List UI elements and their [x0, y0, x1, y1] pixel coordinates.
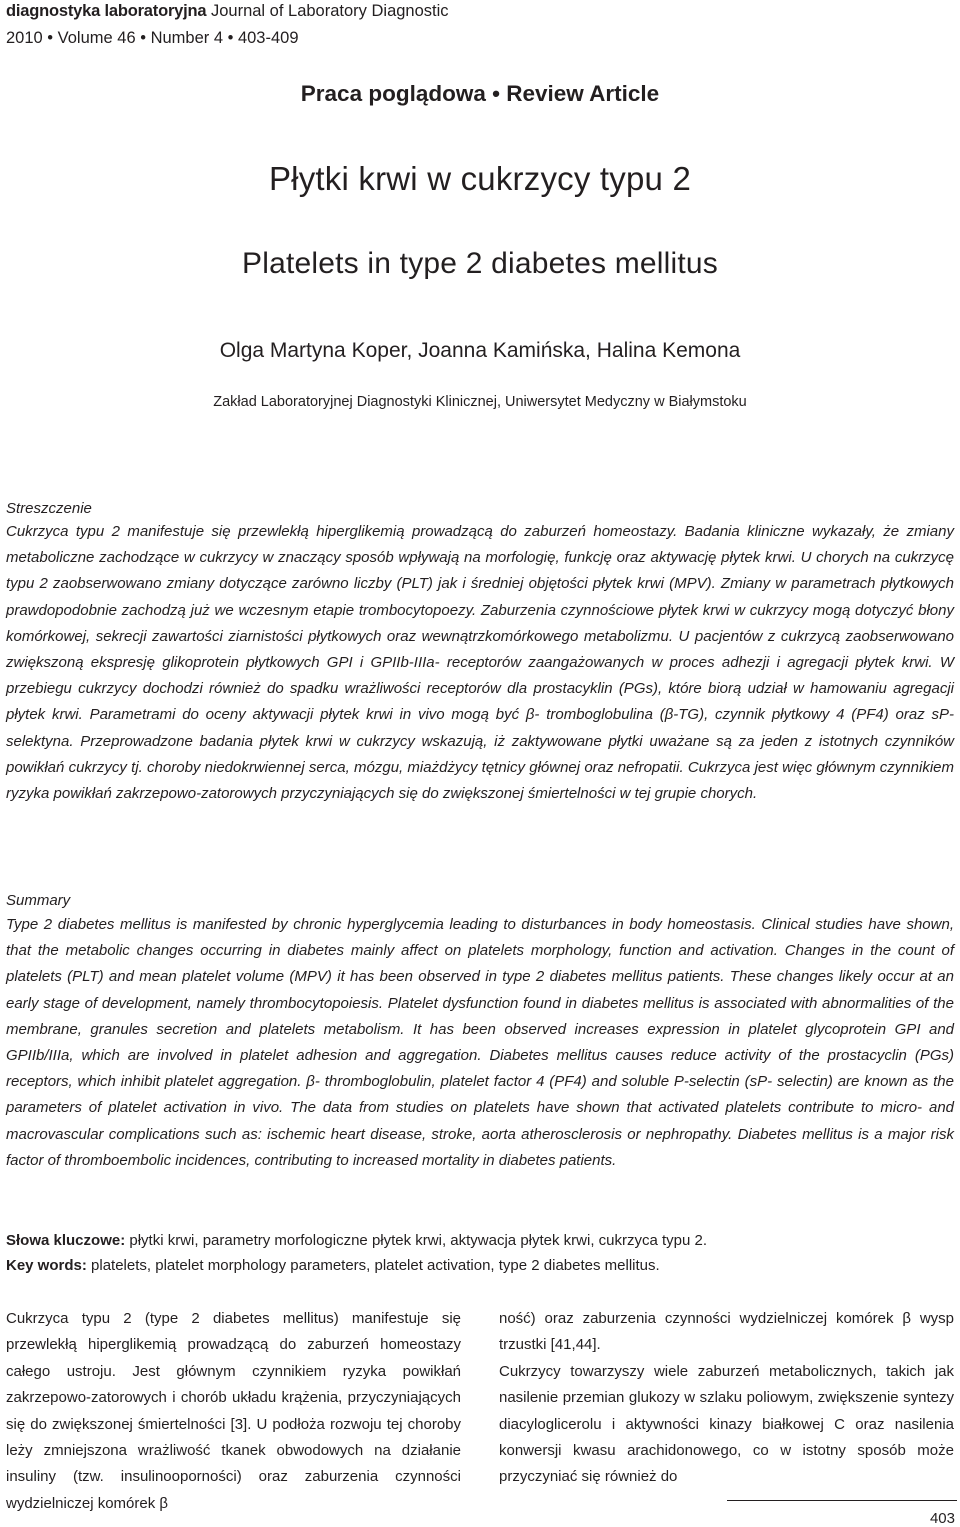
keywords-polish-text: płytki krwi, parametry morfologiczne płytek krwi, aktywacja płytek krwi, cukrzyca typu 2. [125, 1232, 708, 1249]
article-type: Praca poglądowa • Review Article [300, 81, 660, 106]
streszczenie-heading: Streszczenie [6, 500, 92, 517]
streszczenie-text: Cukrzyca typu 2 manifestuje się przewlekłą hiperglikemią prowadzącą do zaburzeń homeostazy. Badania kliniczne wykazały, że zmiany metaboliczne zachodzące w cukrzycy w znaczący sposób wpływają na morfologię, funkcję oraz aktywację płytek krwi. U chorych na cukrzycę typu 2 zaobserwowano zmiany dotyczące zarówno liczby (PLT) jak i średniej objętości płytek krwi (MPV). Zmiany w parametrach płytkowych prawdopodobnie zachodzą już we wczesnym etapie trombocytopoezy. Zaburzenia czynnościowe płytek krwi w cukrzycy mogą dotyczyć błony komórkowej, sekrecji zawartości ziarnistości płytkowych oraz wewnątrzkomórkowego metabolizmu. U pacjentów z cukrzycą zaobserwowano zwiększoną ekspresję glikoprotein płytkowych GPI i GPIIb-IIIa- receptorów zaangażowanych w proces adhezji i agregacji płytek krwi. W przebiegu cukrzycy dochodzi również do spadku wrażliwości receptorów dla prostacyklin (PGs), które biorą udział w hamowaniu agregacji płytek krwi. Parametrami do oceny aktywacji płytek krwi in vivo mogą być β- tromboglobulina (β-TG), czynnik płytkowy 4 (PF4) oraz sP-selektyna. Przeprowadzone badania płytek krwi w cukrzycy wskazują, iż zaktywowane płytki uważane są za jeden z istotnych czynników powikłań cukrzycy tj. choroby niedokrwiennej serca, mózgu, miażdżycy tętnicy głównej oraz nefropatii. Cukrzyca jest więc głównym czynnikiem ryzyka powikłań zakrzepowo-zatorowych przyczyniających się do zwiększonej śmiertelności w tej grupie chorych. [6, 523, 954, 803]
keywords-polish [6, 1229, 954, 1253]
affiliation: Zakład Laboratoryjnej Diagnostyki Klinicznej, Uniwersytet Medyczny w Białymstoku [213, 394, 747, 410]
keywords-english-text: platelets, platelet morphology parameters, platelet activation, type 2 diabetes mellitus. [86, 1257, 660, 1274]
title-polish: Płytki krwi w cukrzycy typu 2 [268, 160, 692, 197]
page-number: 403 [929, 1510, 955, 1527]
keywords-polish-label: Słowa kluczowe: [6, 1232, 126, 1249]
body-right-column [499, 1306, 954, 1491]
journal-header [6, 2, 449, 21]
keywords-english [6, 1254, 954, 1278]
body-right-paragraph-1: ność) oraz zaburzenia czynności wydzielniczej komórek β wysp trzustki [41,44]. [499, 1310, 954, 1354]
body-left-column: Cukrzyca typu 2 (type 2 diabetes mellitus) manifestuje się przewlekłą hiperglikemią prowadzącą do zaburzeń homeostazy całego ustroju. Jest głównym czynnikiem ryzyka powikłań zakrzepowo-zatorowych i chorób układu krążenia, przyczyniających się do zwiększonej śmiertelności [3]. U podłoża rozwoju tej choroby leży zmniejszona wrażliwość tkanek obwodowych na działanie insuliny (tzw. insulinooporności) oraz zaburzenia czynności wydzielniczej komórek β [6, 1310, 461, 1512]
journal-citation: 2010 • Volume 46 • Number 4 • 403-409 [6, 29, 299, 47]
journal-name-english: Journal of Laboratory Diagnostic [210, 2, 449, 20]
body-right-paragraph-2: Cukrzycy towarzyszy wiele zaburzeń metabolicznych, takich jak nasilenie przemian glukozy w szlaku poliowym, zwiększenie syntezy diacyloglicerolu i aktywności kinazy białkowej C oraz nasilenia konwersji kwasu arachidonowego, co w istotny sposób może przyczyniać się również do [499, 1362, 954, 1486]
keywords-english-label: Key words: [6, 1257, 87, 1274]
summary-heading: Summary [6, 892, 71, 909]
authors: Olga Martyna Koper, Joanna Kamińska, Halina Kemona [219, 339, 741, 362]
summary-text: Type 2 diabetes mellitus is manifested by chronic hyperglycemia leading to disturbances in body homeostasis. Clinical studies have shown, that the metabolic changes occurring in diabetes mainly affect on platelets morphology, function and activation. Changes in the count of platelets (PLT) and mean platelet volume (MPV) it has been observed in type 2 diabetes mellitus patients. These changes likely occur at an early stage of development, namely thrombocytopoiesis. Platelet dysfunction found in diabetes mellitus is associated with abnormalities of the membrane, granules secretion and platelets metabolism. It has been observed increases expression in platelet glycoprotein GPI and GPIIb/IIIa, which are involved in platelet adhesion and aggregation. Diabetes mellitus causes reduce activity of the prostacyclin (PGs) receptors, which inhibit platelet aggregation. β- thromboglobulin, platelet factor 4 (PF4) and soluble P-selectin (sP- selectin) are known as the parameters of platelet activation in vivo. The data from studies on platelets have shown that activated platelets contribute to micro- and macrovascular complications such as: ischemic heart disease, stroke, aorta atherosclerosis or nephropathy. Diabetes mellitus is a major risk factor of thromboembolic incidences, contributing to increased mortality in diabetes patients. [6, 916, 954, 1169]
journal-name-polish: diagnostyka laboratoryjna [6, 2, 207, 20]
title-english: Platelets in type 2 diabetes mellitus [242, 247, 718, 280]
footer-rule [727, 1500, 957, 1501]
